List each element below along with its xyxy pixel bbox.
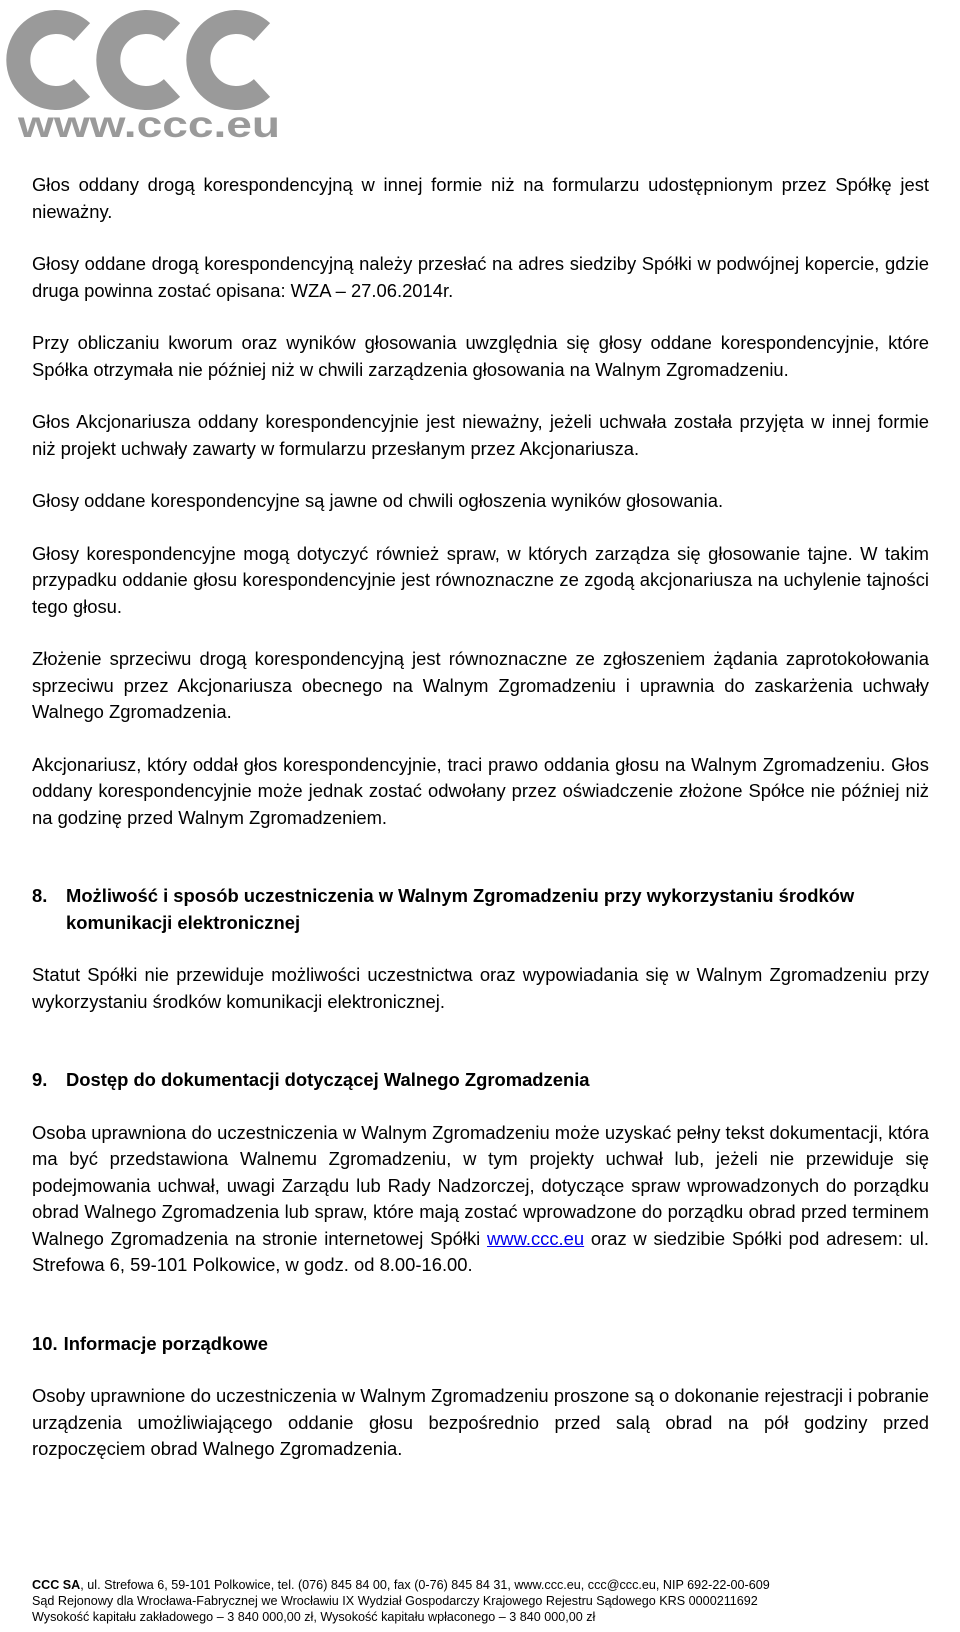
section-title: Informacje porządkowe	[63, 1332, 268, 1354]
website-link[interactable]: www.ccc.eu	[487, 1227, 585, 1249]
section-8-body: Statut Spółki nie przewiduje możliwości uczestnictwa oraz wypowiadania się w Walnym Zgromadzeniu przy wykorzystaniu środków komunikacji elektronicznej.	[32, 964, 929, 1012]
paragraph: Akcjonariusz, który oddał głos korespondencyjnie, traci prawo oddania głosu na Walnym Zgromadzeniu. Głos oddany korespondencyjnie może jednak zostać odwołany przez oświadczenie złożone Spółce nie później niż na godzinę przed Walnym Zgromadzeniem.	[32, 753, 929, 828]
section-9-body	[32, 1120, 929, 1279]
section-number: 9.	[32, 1069, 48, 1090]
section-title: Dostęp do dokumentacji dotyczącej Walnego Zgromadzenia	[66, 1069, 590, 1090]
section-9-heading	[32, 1067, 929, 1094]
paragraph: Przy obliczaniu kworum oraz wyników głosowania uwzględnia się głosy oddane korespondencyjnie, które Spółka otrzymała nie później niż w chwili zarządzenia głosowania na Walnym Zgromadzeniu.	[32, 332, 929, 380]
section-10-heading	[32, 1331, 929, 1358]
section-number: 10.	[32, 1332, 58, 1354]
footer-address: , ul. Strefowa 6, 59-101 Polkowice, tel. (076) 845 84 00, fax (0-76) 845 84 31, www.ccc.eu, ccc@ccc.eu, NIP 692-22-00-609	[80, 1578, 770, 1592]
logo-url: www.ccc.eu	[16, 104, 280, 145]
section-number: 8.	[32, 885, 48, 906]
section-9-text: Osoba uprawniona do uczestniczenia w Walnym Zgromadzeniu może uzyskać pełny tekst dokumentacji, która ma być przedstawiona Walnemu Zgromadzeniu, w tym projekty uchwał lub, jeżeli nie przewiduje się podejmowania uchwał, uwagi Zarządu lub Rady Nadzorczej, dotyczące spraw wprowadzonych do porządku obrad Walnego Zgromadzenia lub spraw, które mają zostać wprowadzone do porządku obrad przed terminem Walnego Zgromadzenia na stronie internetowej Spółki	[32, 1121, 929, 1249]
footer-line-1	[32, 1577, 932, 1593]
paragraph: Głosy oddane korespondencyjne są jawne od chwili ogłoszenia wyników głosowania.	[32, 490, 724, 511]
footer-line-2: Sąd Rejonowy dla Wrocława-Fabrycznej we Wrocławiu IX Wydział Gospodarczy Krajowego Rejestru Sądowego KRS 0000211692	[32, 1594, 758, 1608]
section-title: Możliwość i sposób uczestniczenia w Walnym Zgromadzeniu przy wykorzystaniu środków komunikacji elektronicznej	[66, 885, 855, 933]
paragraph: Głos oddany drogą korespondencyjną w innej formie niż na formularzu udostępnionym przez Spółkę jest nieważny.	[32, 174, 929, 222]
paragraph: Głosy oddane drogą korespondencyjną należy przesłać na adres siedziby Spółki w podwójnej kopercie, gdzie druga powinna zostać opisana: WZA – 27.06.2014r.	[32, 253, 929, 301]
footer-company: CCC SA	[32, 1578, 81, 1592]
section-9-text-end: oraz w siedzibie Spółki pod adresem: ul. Strefowa 6, 59-101 Polkowice, w godz. od 8.00-16.00.	[32, 1227, 929, 1275]
paragraph: Głos Akcjonariusza oddany korespondencyjnie jest nieważny, jeżeli uchwała została przyjęta w innej formie niż projekt uchwały zawarty w formularzu przesłanym przez Akcjonariusza.	[32, 411, 929, 459]
document-body	[32, 172, 929, 1489]
ccc-logo	[4, 0, 294, 148]
footer-line-3: Wysokość kapitału zakładowego – 3 840 000,00 zł, Wysokość kapitału wpłaconego – 3 840 000,00 zł	[32, 1610, 596, 1624]
section-8-heading	[32, 883, 929, 936]
paragraph: Głosy korespondencyjne mogą dotyczyć również spraw, w których zarządza się głosowanie tajne. W takim przypadku oddanie głosu korespondencyjnie jest równoznaczne ze zgodą akcjonariusza na uchylenie tajności tego głosu.	[32, 542, 929, 617]
paragraph: Złożenie sprzeciwu drogą korespondencyjną jest równoznaczne ze zgłoszeniem żądania zaprotokołowania sprzeciwu przez Akcjonariusza obecnego na Walnym Zgromadzeniu i uprawnia do zaskarżenia uchwały Walnego Zgromadzenia.	[32, 648, 929, 722]
section-10-body: Osoby uprawnione do uczestniczenia w Walnym Zgromadzeniu proszone są o dokonanie rejestracji i pobranie urządzenia umożliwiającego oddanie głosu bezpośrednio przed salą obrad na pół godziny przed rozpoczęciem obrad Walnego Zgromadzenia.	[32, 1385, 929, 1459]
page-footer	[32, 1577, 932, 1625]
